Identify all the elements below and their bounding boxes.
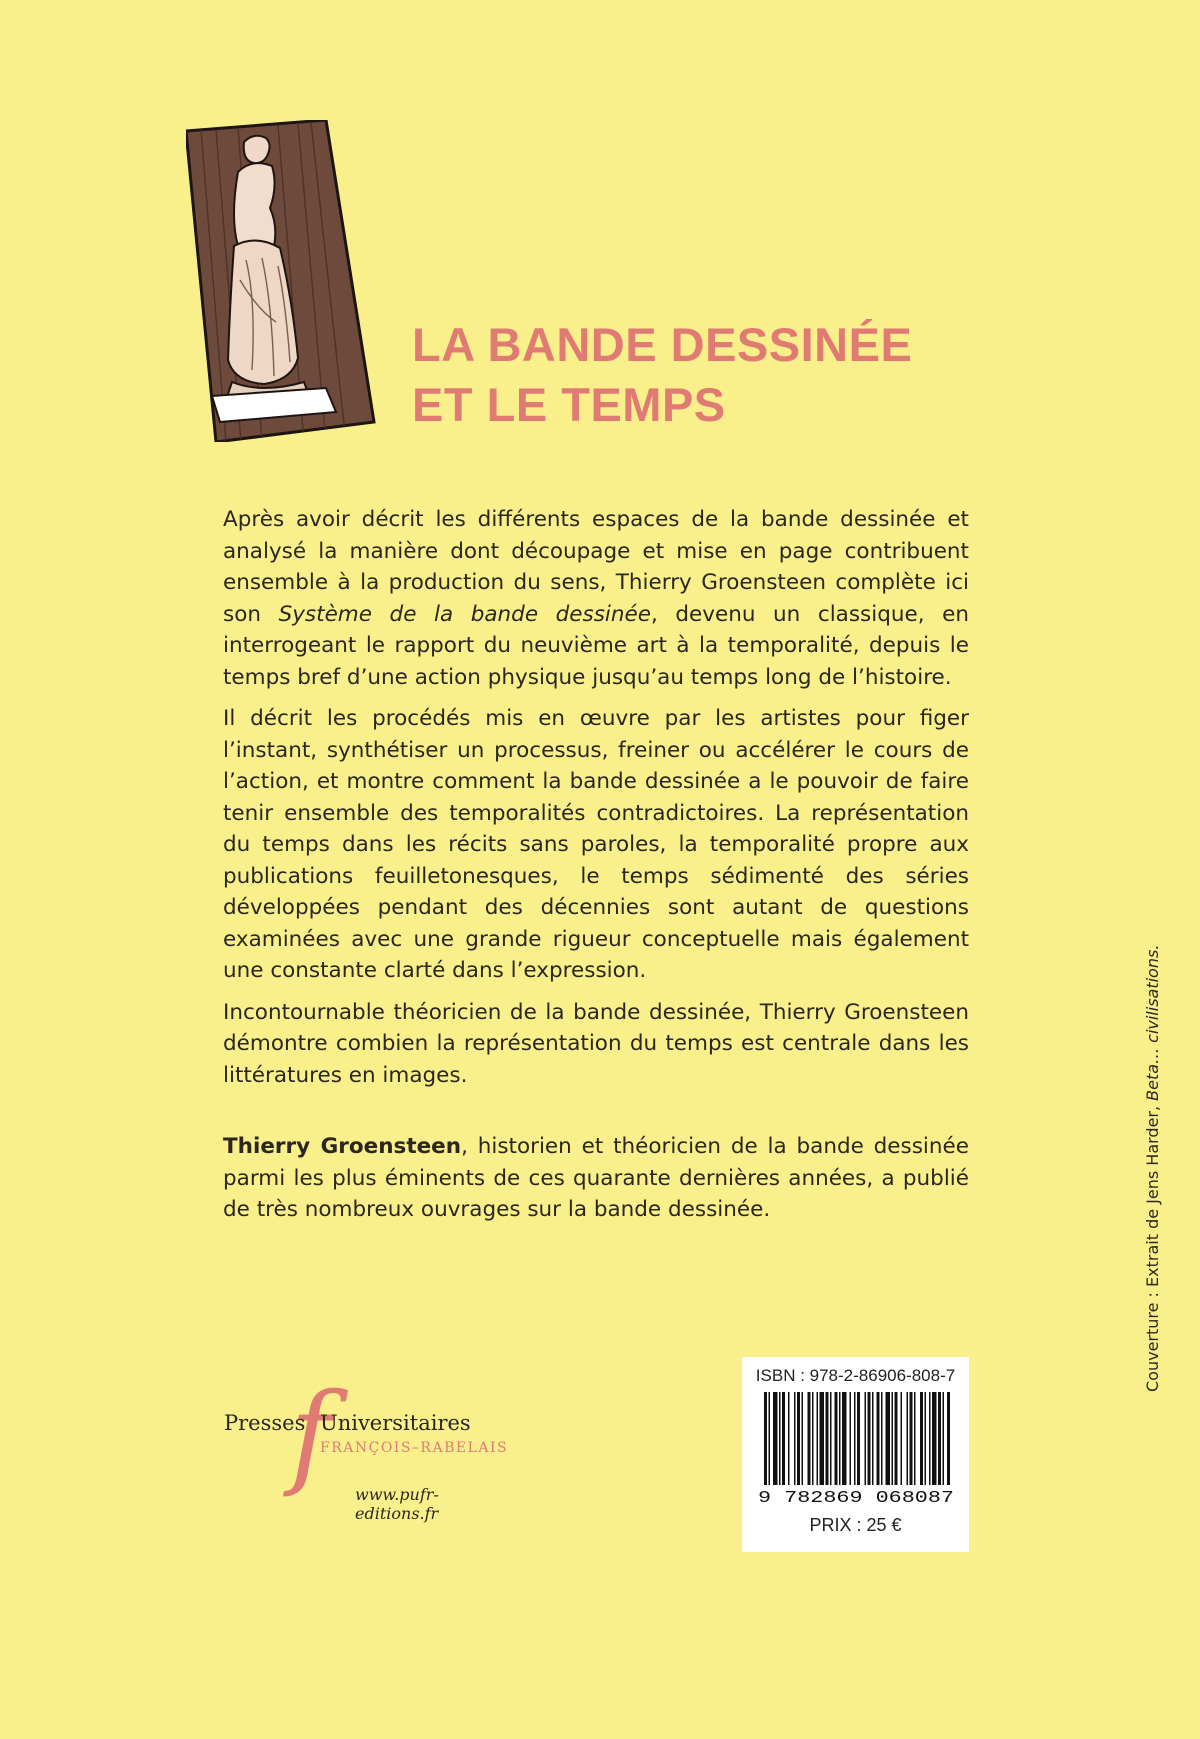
barcode-bar — [769, 1392, 771, 1492]
author-name: Thierry Groensteen — [223, 1134, 462, 1159]
barcode-box — [742, 1357, 969, 1552]
barcode-bar — [830, 1392, 832, 1492]
price-text: PRIX : 25 € — [809, 1515, 902, 1535]
barcode-bar — [764, 1392, 767, 1492]
publisher-presses: Presses — [224, 1411, 306, 1435]
barcode-bar — [868, 1392, 871, 1492]
cover-credit — [1143, 945, 1162, 1392]
summary-paragraph-1 — [223, 504, 969, 693]
summary-paragraph-2: Il décrit les procédés mis en œuvre par les artistes pour figer l’instant, synthétiser un processus, freiner ou accélérer le cours de l’action, et montre comment la bande dessinée a le pouvoir de faire tenir ensemble des temporalités contradictoires. La représentation du temps dans les récits sans paroles, la temporalité propre aux publications feuilletonesques, le temps sédimenté des séries développées pendant des décennies sont autant de questions examinées avec une grande rigueur conceptuelle mais également une constante clarté dans l’expression. — [223, 706, 969, 983]
barcode-bar — [820, 1392, 825, 1492]
barcode-bar — [886, 1392, 891, 1492]
barcode-bar — [901, 1392, 903, 1492]
barcode-bar — [808, 1392, 811, 1492]
title-line-2: ET LE TEMPS — [412, 378, 726, 431]
barcode-bar — [812, 1392, 814, 1492]
barcode-bar — [817, 1392, 819, 1492]
barcode-bar — [877, 1392, 880, 1492]
barcode-bar — [782, 1392, 785, 1492]
barcode-bar — [914, 1392, 916, 1492]
back-cover-text — [223, 504, 969, 1236]
barcode-image — [756, 1392, 956, 1506]
author-bio-text: , historien et théoricien de la bande dessinée parmi les plus éminents de ces quarante dernières années, a publié de très nombreux ouvrages sur la bande dessinée. — [223, 1134, 969, 1222]
barcode-bar — [797, 1392, 800, 1492]
publisher-universitaires: Universitaires — [320, 1411, 471, 1435]
barcode-bar — [839, 1392, 841, 1492]
barcode-bar — [850, 1392, 852, 1492]
publisher-url: www.pufr-editions.fr — [355, 1485, 439, 1523]
barcode-bar — [943, 1392, 945, 1492]
barcode-bar — [938, 1392, 941, 1492]
publisher-f-mark: f — [290, 1370, 332, 1500]
barcode-bar — [779, 1392, 781, 1492]
barcode-digits: 9 782869 068087 — [758, 1489, 954, 1506]
publisher-logo — [220, 1370, 520, 1523]
summary-p1-text: Après avoir décrit les différents espaces de la bande dessinée et analysé la manière dont découpage et mise en page contribuent ensemble à la production du sens, Thierry Groensteen complète ici son — [223, 507, 969, 627]
barcode-bar — [788, 1392, 790, 1492]
barcode-bar — [826, 1392, 829, 1492]
barcode-bar — [920, 1392, 923, 1492]
barcode-bar — [925, 1392, 927, 1492]
author-bio — [223, 1131, 969, 1226]
summary-p1-text-end: , devenu un classique, en interrogeant le rapport du neuvième art à la temporalité, depuis le temps bref d’une action physique jusqu’au temps long de l’histoire. — [223, 601, 969, 690]
barcode-bar — [881, 1392, 883, 1492]
title-line-1: LA BANDE DESSINÉE — [412, 318, 913, 371]
barcode-bar — [932, 1392, 937, 1492]
referenced-book-title: Système de la bande dessinée — [278, 601, 651, 627]
barcode-bar — [872, 1392, 874, 1492]
summary-paragraph-3: Incontournable théoricien de la bande dessinée, Thierry Groensteen démontre combien la représentation du temps est centrale dans les littératures en images. — [223, 999, 969, 1088]
cover-credit-text: Couverture : Extrait de Jens Harder, — [1143, 1100, 1162, 1392]
barcode-bar — [835, 1392, 838, 1492]
book-title — [412, 315, 912, 435]
barcode-bar — [854, 1392, 856, 1492]
isbn-text: ISBN : 978-2-86906-808-7 — [755, 1366, 956, 1385]
barcode-bar — [802, 1392, 804, 1492]
publisher-francois-rabelais: FRANÇOIS–RABELAIS — [320, 1440, 509, 1456]
barcode-bar — [929, 1392, 931, 1492]
barcode-bar — [947, 1392, 950, 1492]
barcode-bar — [857, 1392, 860, 1492]
barcode-bar — [773, 1392, 778, 1492]
barcode-bar — [895, 1392, 898, 1492]
statue-illustration — [186, 120, 376, 442]
barcode-bar — [910, 1392, 913, 1492]
barcode-bar — [842, 1392, 847, 1492]
barcode-bar — [794, 1392, 796, 1492]
barcode-bar — [865, 1392, 867, 1492]
barcode-bar — [907, 1392, 909, 1492]
barcode-bar — [892, 1392, 894, 1492]
cover-credit-work: Beta… civilisations. — [1143, 944, 1162, 1101]
